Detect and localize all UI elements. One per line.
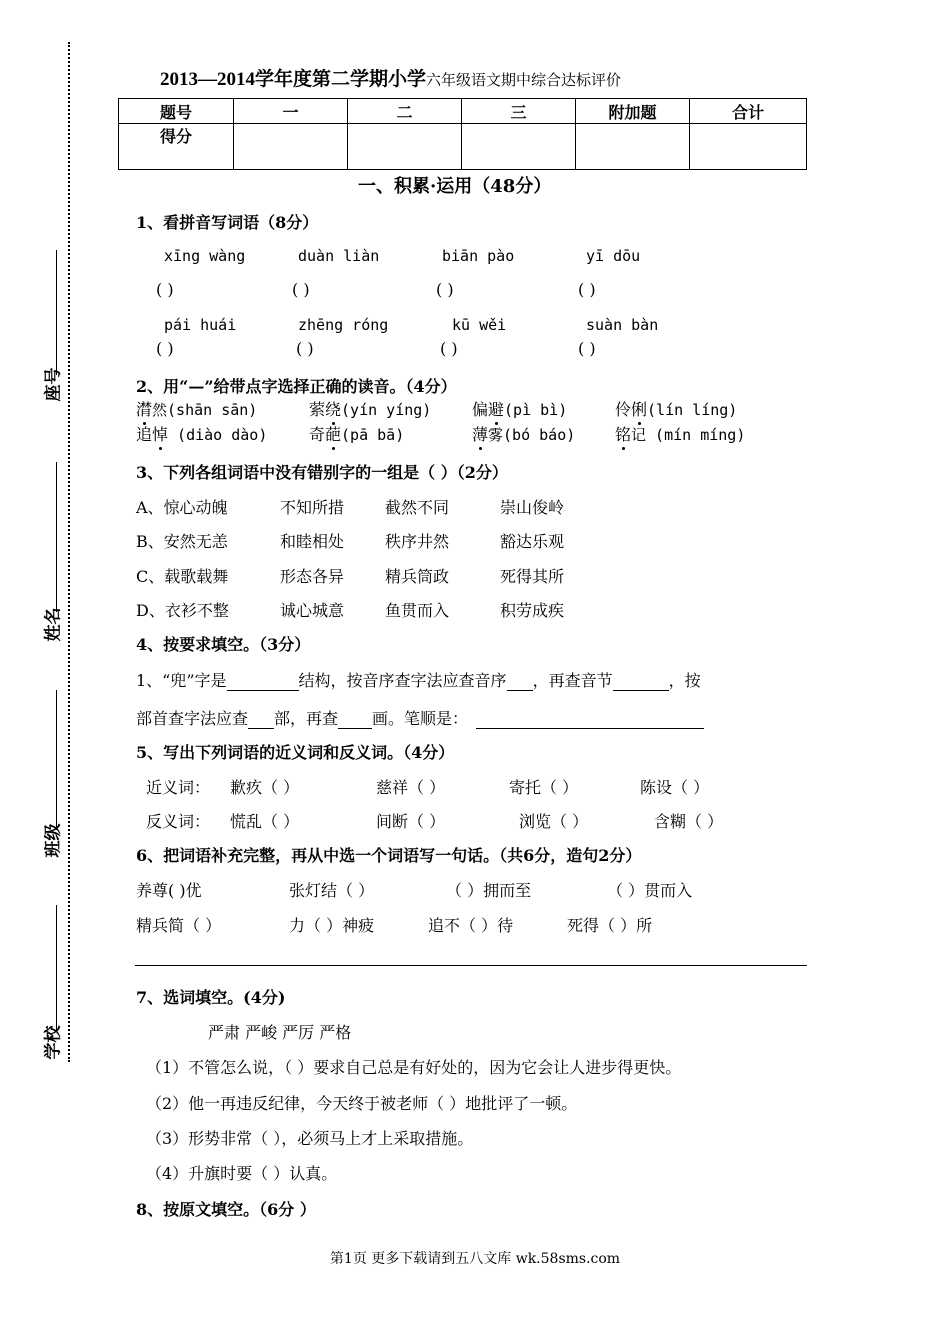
option-word: 不知所措 [280, 498, 345, 517]
pinyin: yī dōu [586, 247, 641, 265]
idiom-item[interactable]: 追不（ ）待 [428, 916, 514, 935]
dotted-char: 俐 [631, 400, 648, 419]
idiom-item[interactable]: 精兵简（ ） [136, 916, 222, 935]
fill-blank[interactable] [476, 712, 704, 729]
reading-options: (pā bā) [341, 426, 405, 444]
reading-item[interactable] [472, 422, 575, 445]
class-line [56, 690, 57, 830]
q6-title: 6、把词语补充完整，再从中选一个词语写一句话。（共6分，造句2分） [136, 846, 642, 865]
q5-title: 5、写出下列词语的近义词和反义词。（4分） [136, 743, 455, 762]
score-cell[interactable] [462, 124, 576, 170]
synonym-item[interactable]: 寄托（ ） [509, 778, 579, 797]
score-header-cell: 二 [348, 99, 462, 124]
synonym-label: 近义词： [146, 778, 211, 797]
idiom-item[interactable]: （ ）拥而至 [446, 881, 532, 900]
title-main: 2013—2014学年度第二学期小学 [160, 69, 427, 90]
answer-paren[interactable]: ( ) [440, 339, 458, 358]
option-word: 和睦相处 [280, 532, 345, 551]
reading-item[interactable] [472, 397, 567, 420]
idiom-item[interactable]: 张灯结（ ） [289, 881, 375, 900]
antonym-item[interactable]: 间断（ ） [376, 812, 446, 831]
answer-paren[interactable]: ( ) [436, 280, 454, 299]
score-cell[interactable] [576, 124, 690, 170]
idiom-item[interactable]: 养尊( )优 [136, 881, 202, 900]
reading-options: (yín yíng) [341, 401, 432, 419]
school-line [56, 905, 57, 1030]
score-cell[interactable] [234, 124, 348, 170]
score-table [118, 98, 807, 170]
score-header-cell: 一 [234, 99, 348, 124]
fill-sentence[interactable]: （2）他一再违反纪律，今天终于被老师（ ）地批评了一顿。 [146, 1094, 578, 1113]
dotted-char: 绕 [325, 400, 342, 419]
pinyin: pái huái [164, 316, 237, 334]
q3-title: 3、下列各组词语中没有错别字的一组是（ ）（2分） [136, 463, 508, 482]
reading-options: (pì bì) [504, 401, 568, 419]
page-footer: 第1页 更多下载请到五八文库 wk.58sms.com [329, 1251, 621, 1267]
reading-pre: 偏 [472, 400, 489, 419]
idiom-item[interactable]: （ ）贯而入 [607, 881, 693, 900]
section-title: 一、积累·运用（48分） [358, 176, 552, 197]
option-word[interactable]: A、惊心动魄 [136, 498, 228, 517]
fill-blank[interactable] [613, 674, 669, 691]
option-word: 积劳成疾 [500, 601, 565, 620]
name-label: 姓名 [43, 607, 64, 642]
synonym-item[interactable]: 陈设（ ） [640, 778, 710, 797]
page-title [160, 64, 621, 91]
fill-blank[interactable] [227, 674, 299, 691]
q4-text: 结构，按音序查字法应查音序 [298, 671, 507, 690]
q4-text: 画。笔顺是： [372, 709, 469, 728]
q4-text: 部，再查 [274, 709, 339, 728]
answer-paren[interactable]: ( ) [156, 280, 174, 299]
antonym-item[interactable]: 慌乱（ ） [230, 812, 300, 831]
option-word: 豁达乐观 [500, 532, 565, 551]
option-word: 诚心城意 [280, 601, 345, 620]
option-word: 秩序井然 [385, 532, 450, 551]
option-word: 鱼贯而入 [385, 601, 450, 620]
name-line [56, 462, 57, 612]
q1-title: 1、看拼音写词语（8分） [136, 213, 319, 232]
dotted-char: 避 [488, 400, 505, 419]
fill-blank[interactable] [507, 674, 533, 691]
q7-title: 7、选词填空。(4分) [136, 988, 286, 1007]
fill-blank[interactable] [248, 712, 274, 729]
dotted-char: 薄 [472, 425, 489, 444]
score-row-label: 得分 [119, 124, 234, 170]
reading-options: (lín líng) [647, 401, 738, 419]
q4-text: ，再查音节 [532, 671, 613, 690]
seat-label: 座号 [43, 367, 64, 402]
score-header-cell: 附加题 [576, 99, 690, 124]
dotted-char: 铭 [615, 425, 632, 444]
school-label: 学校 [43, 1025, 64, 1060]
reading-item[interactable] [136, 397, 257, 420]
q2-title: 2、用“—”给带点字选择正确的读音。（4分） [136, 377, 457, 396]
fill-sentence[interactable]: （1）不管怎么说，（ ）要求自己总是有好处的，因为它会让人进步得更快。 [146, 1058, 682, 1077]
answer-paren[interactable]: ( ) [292, 280, 310, 299]
reading-item[interactable] [309, 397, 431, 420]
answer-paren[interactable]: ( ) [296, 339, 314, 358]
reading-options: 雾(bó báo) [488, 426, 576, 444]
option-word: 崇山俊岭 [500, 498, 565, 517]
title-sub: 六年级语文期中综合达标评价 [426, 73, 622, 89]
reading-item[interactable] [136, 422, 267, 445]
sentence-answer-line[interactable] [135, 965, 807, 966]
score-cell[interactable] [690, 124, 807, 170]
antonym-item[interactable]: 浏览（ ） [519, 812, 589, 831]
synonym-item[interactable]: 歉疚（ ） [230, 778, 300, 797]
reading-pre: 伶 [615, 400, 632, 419]
fill-blank[interactable] [338, 712, 372, 729]
seat-line [56, 250, 57, 375]
pinyin: kū wěi [452, 316, 507, 334]
option-word[interactable]: D、衣衫不整 [136, 601, 229, 620]
reading-item[interactable] [309, 422, 404, 445]
q8-title: 8、按原文填空。（6分 ） [136, 1200, 316, 1219]
answer-paren[interactable]: ( ) [578, 280, 596, 299]
dotted-char: 潸 [136, 400, 153, 419]
score-cell[interactable] [348, 124, 462, 170]
q4-line2 [136, 706, 704, 729]
answer-paren[interactable]: ( ) [578, 339, 596, 358]
pinyin: biān pào [442, 247, 515, 265]
idiom-item[interactable]: 力（ ）神疲 [289, 916, 375, 935]
antonym-label: 反义词： [146, 812, 211, 831]
answer-paren[interactable]: ( ) [156, 339, 174, 358]
pinyin: suàn bàn [586, 316, 659, 334]
q4-text: 部首查字法应查 [136, 709, 249, 728]
binding-dotted-line [68, 42, 70, 1062]
option-word[interactable]: B、安然无恙 [136, 532, 228, 551]
option-word: 死得其所 [500, 567, 565, 586]
fill-sentence[interactable]: （4）升旗时要（ ）认真。 [146, 1164, 338, 1183]
reading-options: (diào dào) [168, 426, 268, 444]
score-header-cell: 三 [462, 99, 576, 124]
pinyin: xīng wàng [164, 247, 246, 265]
reading-item[interactable] [615, 422, 745, 445]
dotted-char: 葩 [325, 425, 342, 444]
score-header-cell: 题号 [119, 99, 234, 124]
option-word: 精兵筒政 [385, 567, 450, 586]
synonym-item[interactable]: 慈祥（ ） [376, 778, 446, 797]
reading-options: 然(shān sān) [152, 401, 258, 419]
fill-sentence[interactable]: （3）形势非常（ ），必须马上才上采取措施。 [146, 1129, 474, 1148]
q4-title: 4、按要求填空。（3分） [136, 635, 311, 654]
option-word: 形态各异 [280, 567, 345, 586]
class-label: 班级 [43, 823, 64, 858]
score-header-cell: 合计 [690, 99, 807, 124]
option-word[interactable]: C、载歌载舞 [136, 567, 229, 586]
reading-item[interactable] [615, 397, 737, 420]
reading-pre: 萦 [309, 400, 326, 419]
reading-pre: 奇 [309, 425, 326, 444]
reading-pre: 追 [136, 425, 153, 444]
pinyin: duàn liàn [298, 247, 380, 265]
antonym-item[interactable]: 含糊（ ） [654, 812, 724, 831]
pinyin: zhēng róng [298, 316, 389, 334]
q4-line1 [136, 668, 701, 691]
reading-options: 记 (mín míng) [631, 426, 746, 444]
q4-text: ，按 [668, 671, 701, 690]
q4-text: 1、“兜”字是 [136, 671, 227, 690]
dotted-char: 悼 [152, 425, 169, 444]
option-word: 截然不同 [385, 498, 450, 517]
word-choices: 严肃 严峻 严厉 严格 [208, 1023, 352, 1042]
idiom-item[interactable]: 死得（ ）所 [567, 916, 653, 935]
